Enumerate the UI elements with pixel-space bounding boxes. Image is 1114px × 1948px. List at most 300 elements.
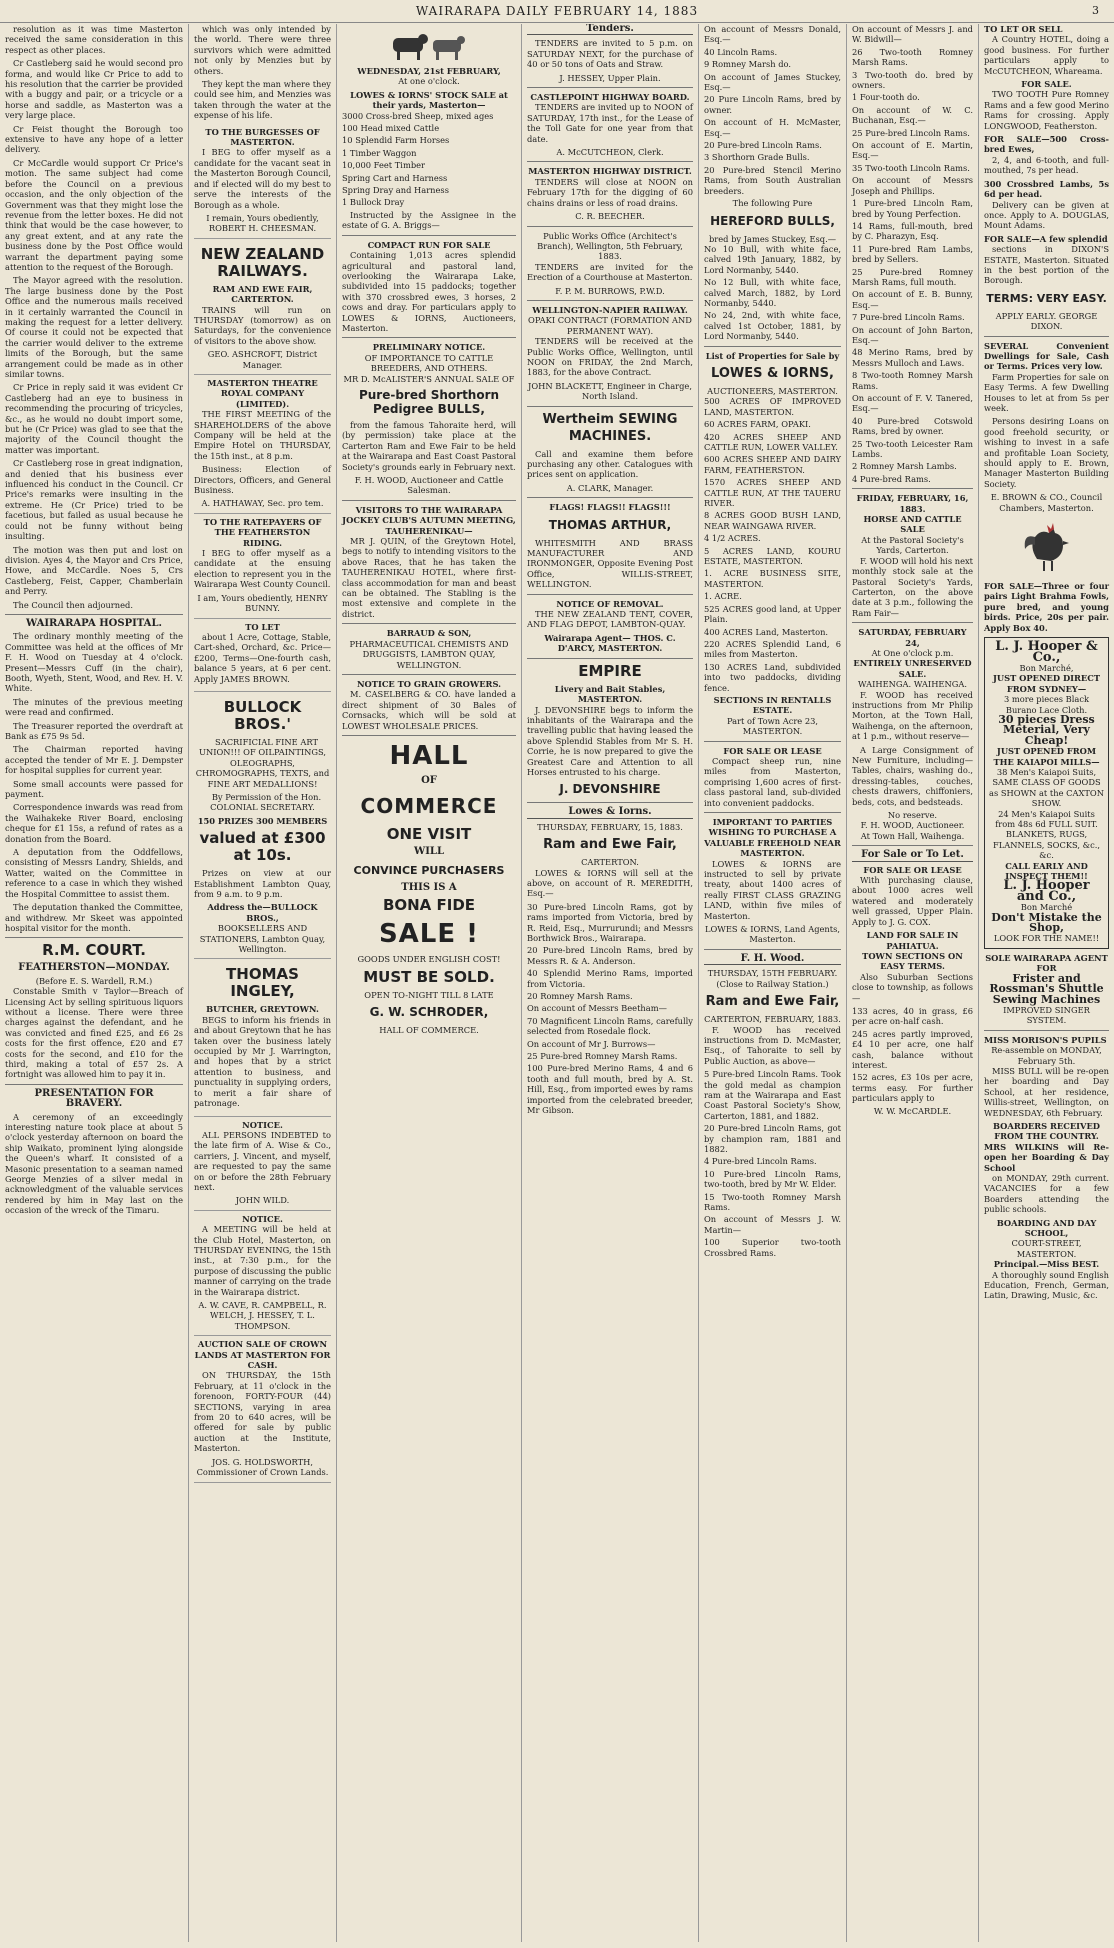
ad-text: TRAINS will run on THURSDAY (tomorrow) as on Saturdays, for the convenience of visitors to the above show. <box>194 304 331 346</box>
property-item: 420 ACRES SHEEP AND CATTLE RUN, LOWER VALLEY. <box>704 431 841 452</box>
ad-title: List of Properties for Sale by <box>705 350 840 361</box>
property-item: 130 ACRES Land, subdivided into two paddocks, dividing fence. <box>704 661 841 693</box>
ad-title: LAND FOR SALE IN PAHIATUA. <box>866 930 959 951</box>
ad-subtitle: Livery and Bait Stables, MASTERTON. <box>554 683 666 705</box>
paragraph: The motion was then put and lost on division. Ayes 4, the Mayor and Crs Price, Howe, and McCardle. Noes 5, Crs Castleberg, Feist, Capper, Chamberlain and Perry. <box>5 544 183 597</box>
lot-item: No 10 Bull, with white face, calved 19th January, 1882, by Lord Normanby, 5440. <box>704 243 841 275</box>
divider <box>704 949 841 950</box>
ad-title: IMPORTANT TO PARTIES WISHING TO PURCHASE A VALUABLE FREEHOLD NEAR MASTERTON. <box>704 817 841 859</box>
divider <box>704 346 841 347</box>
ad-signature: LOWES & IORNS, Land Agents, Masterton. <box>704 924 841 945</box>
ad-title: NOTICE. <box>242 1119 283 1130</box>
column-header: Tenders. <box>527 24 693 35</box>
ad-title: L. J. Hooper and Co., <box>1003 878 1090 904</box>
ad-title: NOTICE OF REMOVAL. <box>556 598 664 609</box>
ad-signature: JOS. G. HOLDSWORTH, Commissioner of Crown Lands. <box>196 1456 329 1478</box>
ad-block <box>194 375 331 514</box>
lot-item: 1 Bullock Dray <box>342 197 405 208</box>
ad-subtitle: WAIHENGA. WAIHENGA. <box>857 679 968 690</box>
ad-text: With purchasing clause, about 1000 acres well watered and moderately well grassed, Upper Plain. Apply to J. G. COX. <box>852 875 973 927</box>
ad-title: FOR SALE OR LEASE <box>863 864 962 875</box>
ad-title: NEW ZEALAND RAILWAYS. <box>200 244 325 280</box>
rooster-icon <box>1019 519 1075 575</box>
paragraph: which was only intended by the world. There were three survivors which were admitted not only by Menzies but by others. <box>194 24 331 76</box>
bona-fide: BONA FIDE <box>382 896 476 915</box>
divider <box>527 300 693 301</box>
prize-count: 150 PRIZES 300 MEMBERS <box>197 815 328 826</box>
lot-item: 25 Two-tooth Leicester Ram Lambs. <box>852 438 973 460</box>
ad-text: 24 Men's Kaiapoi Suits from 48s 6d FULL SUIT. <box>995 808 1098 829</box>
lot-item: 10,000 Feet Timber <box>342 160 426 171</box>
livestock-icon <box>389 28 469 62</box>
lot-item: 15 Two-tooth Romney Marsh Rams. <box>704 1191 841 1212</box>
paragraph: The Chairman reported having accepted the tender of Mr E. J. Dempster for hospital supplies for current year. <box>5 744 183 776</box>
ad-text: BOARDERS RECEIVED FROM THE COUNTRY. <box>992 1120 1100 1142</box>
lot-item: 3000 Cross-bred Sheep, mixed ages <box>342 110 494 121</box>
ad-text: Delivery can be given at once. Apply to A. DOUGLAS, Mount Adams. <box>984 199 1109 231</box>
column-2 <box>188 24 336 1942</box>
lot-item: On account of E. Martin, Esq.— <box>852 140 973 161</box>
ad-signature: JOHN WILD. <box>235 1195 290 1206</box>
ad-title: FRIDAY, FEBRUARY, 16, 1883. <box>856 493 969 514</box>
divider <box>5 937 183 938</box>
hooper-ad <box>984 637 1109 949</box>
ad-text: TENDERS will close at NOON on February 17th for the digging of 60 chains drains or less of road drains. <box>527 176 693 208</box>
lot-item: On account of Messrs Joseph and Phillips. <box>852 175 973 196</box>
lot-item: On account of Messrs J. W. Martin— <box>704 1214 841 1235</box>
divider <box>342 500 516 501</box>
divider <box>342 235 516 236</box>
ad-title: TO LET <box>245 621 280 632</box>
ad-title: HEREFORD BULLS, <box>710 213 835 228</box>
ad-text: TWO TOOTH Pure Romney Rams and a few good Merino Rams for crossing. Apply LONGWOOD, Featherston. <box>984 89 1109 131</box>
property-item: 1. ACRE. <box>704 591 742 602</box>
lot-item: On account of E. B. Bunny, Esq.— <box>852 289 973 310</box>
column-7 <box>978 24 1114 1942</box>
lot-item: 20 Pure-bred Stencil Merino Rams, from South Australian breeders. <box>704 164 841 196</box>
section-subheading: FEATHERSTON—MONDAY. <box>18 962 170 974</box>
ad-text: SACRIFICIAL FINE ART UNION!!! OF OILPAINTINGS, OLEOGRAPHS, CHROMOGRAPHS, TEXTS, and FINE ART MEDALLIONS! <box>195 736 330 789</box>
ad-subtitle: BUTCHER, GREYTOWN. <box>206 1004 319 1015</box>
ad-text: LOWES & IORNS will sell at the above, on account of R. MEREDITH, Esq.— <box>527 867 693 899</box>
ad-text: 38 Men's Kaiapoi Suits, SAME CLASS OF GOODS as SHOWN at the CAXTON SHOW. <box>989 766 1104 809</box>
divider <box>342 623 516 624</box>
ad-text: OPEN TO-NIGHT TILL 8 LATE <box>364 989 494 1000</box>
ad-subtitle: OF IMPORTANCE TO CATTLE BREEDERS, AND OTHERS. <box>364 352 494 374</box>
ad-block <box>194 619 331 692</box>
ad-title: FOR SALE—A few splendid <box>984 233 1108 244</box>
lot-item: Spring Cart and Harness <box>342 172 448 183</box>
lot-item: 9 Romney Marsh do. <box>704 59 792 70</box>
lot-item: 20 Romney Marsh Rams. <box>527 991 633 1002</box>
column-4 <box>521 24 698 1942</box>
ad-text: 3 more pieces Black Burano Lace Cloth. <box>1004 694 1089 715</box>
ad-subtitle: Bon Marché, <box>1019 662 1074 673</box>
ad-text: CALL EARLY AND INSPECT THEM!! <box>1005 860 1088 882</box>
paragraph: The Treasurer reported the overdraft at Bank as £75 9s 5d. <box>5 720 183 741</box>
ad-signature: APPLY EARLY. GEORGE DIXON. <box>995 310 1098 332</box>
commerce-heading: COMMERCE <box>360 794 498 819</box>
divider <box>342 735 516 736</box>
page-number: 3 <box>1092 4 1100 17</box>
section-heading: WAIRARAPA HOSPITAL. <box>26 617 162 629</box>
hall-of: OF <box>421 774 437 786</box>
ad-subtitle: AUCTIONEERS, MASTERTON. <box>707 385 838 396</box>
column-3 <box>336 24 521 1942</box>
ad-subtitle: OPAKI CONTRACT (FORMATION AND PERMANENT WAY). <box>528 315 692 336</box>
lot-item: 35 Two-tooth Lincoln Rams. <box>852 162 970 173</box>
paragraph: They kept the man where they could see him, and Menzies was taken through the water at the expense of his life. <box>194 79 331 121</box>
ad-text: on MONDAY, 29th current. VACANCIES for a few Boarders attending the public schools. <box>984 1173 1109 1215</box>
lot-item: On account of Messrs Donald, Esq.— <box>704 24 841 45</box>
ad-text: Prizes on view at our Establishment Lambton Quay, from 9 a.m. to 9 p.m. <box>194 868 331 899</box>
ad-subtitle: CARTERTON. <box>581 857 639 868</box>
lot-item: 8 Two-tooth Romney Marsh Rams. <box>852 370 973 391</box>
ad-title: Ram and Ewe Fair, <box>705 994 840 1010</box>
ad-text: Part of Town Acre 23, MASTERTON. <box>726 715 819 737</box>
divider <box>852 622 973 623</box>
ad-text: about 1 Acre, Cottage, Stable, Cart-shed, Orchard, &c. Price—£200, Terms—One-fourth cash, balance 5 years, at 6 per cent. Apply JAMES BROWN. <box>194 631 331 684</box>
lot-item: 245 acres partly improved, £4 10 per acre, one half cash, balance without interest. <box>852 1028 973 1070</box>
ad-subtitle: CARTERTON, FEBRUARY, 1883. <box>704 1014 841 1025</box>
ad-title: THOMAS INGLEY, <box>226 965 299 1001</box>
paragraph: The ordinary monthly meeting of the Committee was held at the offices of Mr F. H. Wood on Tuesday at 4 o'clock. Present—Messrs Cuff (in the chair), Booth, Wyeth, Stent, Wood, and Rev. H. V. White. <box>5 631 183 694</box>
property-item: 8 ACRES GOOD BUSH LAND, NEAR WAINGAWA RIVER. <box>704 510 841 531</box>
property-item: 1. ACRE BUSINESS SITE, MASTERTON. <box>704 568 841 589</box>
ad-block <box>194 692 331 960</box>
one-visit: ONE VISIT <box>386 825 472 844</box>
lot-item: 25 Pure-bred Romney Marsh Rams, full mouth. <box>852 266 973 287</box>
lot-item: 5 Pure-bred Lincoln Rams. Took the gold medal as champion ram at the Wairarapa and East Coast Pastoral Society's Show, Carterton, 1881, and 1882. <box>704 1069 841 1121</box>
ad-text: Re-assemble on MONDAY, February 5th. <box>991 1045 1102 1066</box>
property-item: 5 ACRES LAND, KOURU ESTATE, MASTERTON. <box>704 545 841 567</box>
divider <box>984 336 1109 337</box>
property-item: 600 ACRES SHEEP AND DAIRY FARM, FEATHERSTON. <box>704 454 841 475</box>
paragraph: The minutes of the previous meeting were read and confirmed. <box>5 696 183 718</box>
ad-text: IMPROVED SINGER SYSTEM. <box>1003 1004 1090 1026</box>
ad-subtitle: The following Pure <box>732 198 813 209</box>
divider <box>5 1084 183 1085</box>
ad-text: ON THURSDAY, the 15th February, at 11 o'clock in the forenoon, FORTY-FOUR (44) SECTIONS, varying in area from 20 to 640 acres, will be offered for sale by public auction at the Institute, Masterton. <box>194 1370 331 1454</box>
divider <box>527 594 693 595</box>
ad-title: Public Works Office (Architect's Branch), Wellington, 5th February, 1883. <box>537 230 683 262</box>
lot-item: On account of John Barton, Esq.— <box>852 324 973 345</box>
masthead-title: WAIRARAPA DAILY FEBRUARY 14, 1883 <box>415 4 699 18</box>
ad-subtitle: At one o'clock. <box>398 76 460 87</box>
divider <box>704 812 841 813</box>
ad-title: MASTERTON HIGHWAY DISTRICT. <box>528 166 692 177</box>
ad-text: TENDERS will be received at the Public Works Office, Wellington, until NOON on FRIDAY, the 2nd March, 1883, for the above Contract. <box>527 336 693 378</box>
column-header: F. H. Wood. <box>704 954 841 965</box>
convince: CONVINCE PURCHASERS <box>353 863 505 877</box>
lot-item: 20 Pure-bred Lincoln Rams, got by champion ram, 1881 and 1882. <box>704 1123 841 1154</box>
lot-item: 100 Superior two-tooth Crossbred Rams. <box>704 1237 841 1258</box>
prize-value: valued at £300 at 10s. <box>199 829 326 865</box>
paragraph: Constable Smith v Taylor—Breach of Licensing Act by selling spirituous liquors without a license. There were three charges against the defendant, and he was convicted and fined £25, and £6 2s costs for the first offence, £20 and £7 costs for the second, and £10 for the third, making a total of £57 2s. A fortnight was allowed him to pay it in. <box>5 986 183 1080</box>
sale-heading: SALE ! <box>378 919 480 950</box>
lot-item: On account of Messrs J. and W. Bidwill— <box>852 24 973 45</box>
lot-item: Spring Dray and Harness <box>342 185 449 196</box>
ad-title: FOR SALE OR LEASE <box>723 745 822 756</box>
ad-text: BOOKSELLERS AND STATIONERS, Lambton Quay, Wellington. <box>199 923 326 955</box>
lot-item: 133 acres, 40 in grass, £6 per acre on-half cash. <box>852 1005 973 1027</box>
ad-signature: A. CLARK, Manager. <box>566 482 654 493</box>
ad-text: J. DEVONSHIRE begs to inform the inhabitants of the Wairarapa and the travelling public that having leased the above Splendid Stables from Mr S. H. Corrie, he is now prepared to give the Greatest Care and Attention to all Horses entrusted to his charge. <box>527 704 693 777</box>
ad-title: SATURDAY, FEBRUARY 24, <box>858 627 967 648</box>
lot-item: On account of James Stuckey, Esq.— <box>704 71 841 93</box>
ad-subtitle: (Close to Railway Station.) <box>716 978 829 989</box>
ad-text: WHITESMITH AND BRASS MANUFACTURER AND IRONMONGER, Opposite Evening Post Office, WILLIS-STREET, WELLINGTON. <box>527 537 693 590</box>
ad-text: sections in DIXON'S ESTATE, Masterton. Situated in the best portion of the Borough. <box>984 244 1109 286</box>
lot-item: 40 Splendid Merino Rams, imported from Victoria. <box>527 968 693 989</box>
ad-text: Also Suburban Sections close to township, as follows— <box>852 971 973 1003</box>
ad-text: 30 pieces Dress Meterial, Very Cheap! <box>998 712 1095 747</box>
ad-block <box>194 1211 331 1336</box>
ad-text: At Town Hall, Waihenga. <box>860 830 965 841</box>
ad-title: BOARDING AND DAY SCHOOL, <box>996 1217 1097 1239</box>
divider <box>852 845 973 846</box>
paragraph: A deputation from the Oddfellows, consisting of Messrs Landry, Shields, and Watter, waited on the Committee in reference to a case in which they wished the Hospital Committee to assist them. <box>5 847 183 899</box>
column-1 <box>0 24 188 1942</box>
ad-signature: I am, Yours obediently, HENRY BUNNY. <box>197 592 328 614</box>
paragraph: resolution as it was time Masterton received the same consideration in this respect as other places. <box>5 24 183 55</box>
ad-text: A Country HOTEL, doing a good business. For further particulars apply to McCUTCHEON, Whareama. <box>984 34 1109 76</box>
ad-title: HORSE AND CATTLE SALE <box>863 514 962 535</box>
lot-item: 10 Pure-bred Lincoln Rams, two-tooth, bred by Mr W. Elder. <box>704 1168 841 1190</box>
ad-text: By Permission of the Hon. COLONIAL SECRETARY. <box>210 791 322 813</box>
ad-text: from the famous Tahoraite herd, will (by permission) take place at the Carterton Ram and Ewe Fair to be held at the Wairarapa and East Coast Pastoral Society's grounds early in February next. <box>342 419 516 472</box>
ad-text: JUST OPENED DIRECT FROM SYDNEY— <box>992 673 1101 694</box>
divider <box>527 226 693 227</box>
ad-subtitle: THURSDAY, FEBRUARY, 15, 1883. <box>537 821 683 832</box>
ad-block <box>194 514 331 619</box>
ad-subtitle: COURT-STREET, MASTERTON. <box>1011 1238 1082 1259</box>
divider <box>342 337 516 338</box>
ad-signature: E. BROWN & CO., Council Chambers, Masterton. <box>990 492 1103 513</box>
ad-text: 2, 4, and 6-tooth, and full-mouthed, 7s per head. <box>984 154 1109 176</box>
ad-title: LOWES & IORNS' STOCK SALE at their yards, Masterton— <box>350 89 508 111</box>
lot-item: No 12 Bull, with white face, calved March, 1882, by Lord Normanby, 5440. <box>704 277 841 308</box>
lot-item: 152 acres, £3 10s per acre, terms easy. For further particulars apply to <box>852 1072 973 1104</box>
lot-item: 11 Pure-bred Ram Lambs, bred by Sellers. <box>852 243 973 265</box>
column-6 <box>846 24 978 1942</box>
section-heading: R.M. COURT. <box>42 941 146 960</box>
divider <box>527 406 693 407</box>
court-note: (Before E. S. Wardell, R.M.) <box>35 975 153 986</box>
lot-item: 4 Pure-bred Lincoln Rams. <box>704 1156 817 1167</box>
property-item: 1570 ACRES SHEEP AND CATTLE RUN, AT THE TAUERU RIVER. <box>704 477 841 509</box>
divider <box>527 658 693 659</box>
lot-item: 100 Pure-bred Merino Rams, 4 and 6 tooth and full mouth, bred by A. St. Hill, Esq., from imported ewes by rams imported from the celebrated breeder, Mr Gibson. <box>527 1063 693 1116</box>
lot-item: On account of Messrs Beetham— <box>527 1003 667 1014</box>
ad-block <box>194 1117 331 1211</box>
ad-text: Business: Election of Directors, Officers, and General Business. <box>194 464 331 496</box>
lot-item: 48 Merino Rams, bred by Messrs Mulloch and Laws. <box>852 347 973 368</box>
ad-title: BULLOCK BROS.' <box>223 697 302 733</box>
divider <box>527 497 693 498</box>
ad-text: Don't Mistake the Shop, <box>991 910 1102 935</box>
ad-text: F. WOOD has received instructions from Mr Philip Morton, at the Town Hall, Waihenga, on the afternoon, at 1 p.m., without reserve— <box>852 689 973 742</box>
paragraph: Cr Feist thought the Borough too extensive to have any hope of a letter delivery. <box>5 123 183 155</box>
ad-signature: G. W. SCHRODER, <box>369 1004 489 1019</box>
ad-text: BEGS to inform his friends in and about Greytown that he has taken over the business lately occupied by Mr J. Warrington, and hopes that by a strict attention to business, and punctuality in supplying orders, to merit a fair share of patronage. <box>194 1014 331 1109</box>
lot-item: 20 Pure-bred Lincoln Rams, bred by Messrs R. & A. Anderson. <box>527 945 693 966</box>
ad-text: LOWES & IORNS are instructed to sell by private treaty, about 1400 acres of really FIRST CLASS GRAZING LAND, within five miles of Masterton. <box>704 858 841 921</box>
divider <box>527 161 693 162</box>
ad-text: A MEETING will be held at the Club Hotel, Masterton, on THURSDAY EVENING, the 15th inst., at 7:30 p.m., for the purpose of discussing the public manner of carrying on the trade in the Wairarapa district. <box>194 1224 331 1297</box>
paragraph: Cr Price in reply said it was evident Cr Castleberg had an eye to business in recommending the procuring of tricycles, &c., as he would no doubt import some, but he (Cr Price) was glad to see that the majority of the Council thought the matter was important. <box>5 382 183 455</box>
ad-text: PHARMACEUTICAL CHEMISTS AND DRUGGISTS, LAMBTON QUAY, WELLINGTON. <box>349 638 509 670</box>
ad-text: THE FIRST MEETING of the SHAREHOLDERS of the above Company will be held at the Empire Hotel on THURSDAY, the 15th inst., at 8 p.m. <box>194 409 331 461</box>
ad-signature: A. W. CAVE, R. CAMPBELL, R. WELCH, J. HESSEY, T. L. THOMPSON. <box>198 1300 327 1331</box>
ad-text: TENDERS are invited for the Erection of a Courthouse at Masterton. <box>527 261 693 283</box>
ad-title: SECTIONS IN RENTALLS ESTATE. <box>713 694 832 716</box>
ad-text: M. CASELBERG & CO. have landed a direct shipment of 30 Bales of Cornsacks, which will be sold at LOWEST WHOLESALE PRICES. <box>342 689 516 731</box>
ad-text: MISS BULL will be re-open her boarding and Day School, at her residence, Willis-street, Wellington, on WEDNESDAY, 6th February. <box>984 1065 1109 1118</box>
ad-signature: J. DEVONSHIRE <box>559 782 661 797</box>
property-item: 500 ACRES OF IMPROVED LAND, MASTERTON. <box>704 396 841 417</box>
property-item: 60 ACRES FARM, OPAKI. <box>704 419 811 430</box>
ad-text: No reserve. <box>887 810 938 821</box>
lot-item: 7 Pure-bred Lincoln Rams. <box>852 312 965 323</box>
ad-subtitle: RAM AND EWE FAIR, CARTERTON. <box>212 283 313 305</box>
ad-text: A Large Consignment of New Furniture, including—Tables, chairs, washing do., dressing-tables, couches, chests drawers, chiffoniers, beds, cots, and bedsteads. <box>852 744 973 807</box>
column-header: For Sale or To Let. <box>852 850 973 861</box>
ad-signature: J. HESSEY, Upper Plain. <box>559 72 661 83</box>
ad-title: Principal.—Miss BEST. <box>993 1259 1100 1270</box>
lot-item: 30 Pure-bred Lincoln Rams, got by rams imported from Victoria, bred by R. Reid, Esq., Murrurundi; and Messrs Borthwick Bros., Wairarapa. <box>527 901 693 943</box>
lot-item: 1 Pure-bred Lincoln Ram, bred by Young Perfection. <box>852 198 973 219</box>
ad-title: COMPACT RUN FOR SALE <box>367 239 491 250</box>
ad-signature: F. H. WOOD, Auctioneer and Cattle Salesman. <box>354 475 504 496</box>
lot-item: 40 Pure-bred Cotswold Rams, bred by owner. <box>852 415 973 437</box>
ad-title: MRS WILKINS will Re-open her Boarding & Day School <box>984 1141 1109 1173</box>
ad-title: SEVERAL Convenient Dwellings for Sale, Cash or Terms. Prices very low. <box>984 340 1109 372</box>
divider <box>852 488 973 489</box>
paragraph: Some small accounts were passed for payment. <box>5 778 183 800</box>
ad-title: NOTICE. <box>242 1213 283 1224</box>
ad-title: CASTLEPOINT HIGHWAY BOARD. <box>530 92 690 103</box>
ad-subtitle: THURSDAY, 15TH FEBRUARY. <box>707 968 838 979</box>
ad-title: FOR SALE. <box>1021 79 1072 90</box>
lot-item: 100 Head mixed Cattle <box>342 123 440 134</box>
paragraph: The Mayor agreed with the resolution. The large business done by the Post Office and the numerous mails received in it certainly warranted the Council in making the request for a letter delivery. Of course it could not be expected that the carrier would deliver to the extreme limits of the Borough, but the same arrangement could be made as in other similar towns. <box>5 275 183 379</box>
ad-text: Persons desiring Loans on good freehold security, or wishing to invest in a safe and profitable Loan Society, should apply to E. Brown, Manager Masterton Building Society. <box>984 416 1109 489</box>
ad-title: Pure-bred Shorthorn Pedigree BULLS, <box>358 387 500 416</box>
divider <box>704 741 841 742</box>
ad-subtitle: At the Pastoral Society's Yards, Carterton. <box>861 534 964 556</box>
paragraph: Cr McCardle would support Cr Price's motion. The same subject had come before the Council on a previous occasion, and the only objection of the Government was that they might lose the revenue from the letter boxes. He did not think that would be the case however, to any great extent, and at any rate the business done by the Post Office would warrant the department paying some attention to the request of the Borough. <box>5 157 183 272</box>
ad-text: F. WOOD will hold his next monthly stock sale at the Pastoral Society's Yards, Carterton, on the above date at 3 p.m., following the Ram Fair— <box>852 555 973 618</box>
ad-subtitle: Bon Marché <box>1020 902 1073 913</box>
ad-text: HALL OF COMMERCE. <box>379 1024 479 1035</box>
divider <box>5 614 183 615</box>
ad-text: TENDERS are invited up to NOON of SATURDAY, 17th inst., for the Lease of the Toll Gate for one year from that date. <box>527 102 693 144</box>
masthead <box>0 0 1114 23</box>
paragraph: A ceremony of an exceedingly interesting nature took place at about 5 o'clock yesterday afternoon on board the ship Waikato, prominent lying alongside the Queen's wharf. It consisted of a Masonic presentation to a seaman named George Menzies of a silver medal in acknowledgment of the valuable services rendered by him in May last on the occasion of the wreck of the Timaru. <box>5 1111 183 1216</box>
ad-title: TO THE BURGESSES OF MASTERTON. <box>205 126 320 148</box>
ad-block <box>194 124 331 239</box>
divider <box>984 1030 1109 1031</box>
ad-signature: GEO. ASHCROFT, District Manager. <box>207 349 318 370</box>
ad-signature: W. W. McCARDLE. <box>873 1105 952 1116</box>
lot-item: 25 Pure-bred Romney Marsh Rams. <box>527 1051 678 1062</box>
ad-block <box>194 239 331 375</box>
ad-text: MR J. QUIN, of the Greytown Hotel, begs to notify to intending visitors to the above Races, that he has taken the TAUHERENIKAU HOTEL, where first-class accommodation for man and beast can be obtained. The Stabling is the most extensive and complete in the district. <box>342 536 516 619</box>
ad-title: LOWES & IORNS, <box>711 365 834 381</box>
ad-signature: A. HATHAWAY, Sec. pro tem. <box>201 498 324 509</box>
ad-subtitle: At One o'clock p.m. <box>871 647 954 658</box>
ad-title: EMPIRE <box>578 661 642 680</box>
ad-text: TENDERS are invited to 5 p.m. on SATURDAY NEXT, for the purchase of 40 or 50 tons of Oats and Straw. <box>527 38 693 70</box>
ad-signature: A. McCUTCHEON, Clerk. <box>556 147 664 158</box>
will: WILL <box>414 846 444 858</box>
column-5 <box>698 24 846 1942</box>
ad-signature: F. H. WOOD, Auctioneer. <box>860 820 965 831</box>
paragraph: Cr Castleberg rose in great indignation, and denied that his business ever influenced his conduct in the Council. Cr Price's remarks were insulting in the extreme. He (Cr Price) tried to be facetious, but failed as usual because he could not be funny without being insulting. <box>5 458 183 542</box>
lot-item: 20 Pure-bred Lincoln Rams. <box>704 140 822 151</box>
lot-item: 25 Pure-bred Lincoln Rams. <box>852 127 970 138</box>
section-heading: PRESENTATION FOR BRAVERY. <box>34 1087 154 1110</box>
ad-title: VISITORS TO THE WAIRARAPA JOCKEY CLUB'S AUTUMN MEETING, TAUHERENIKAU— <box>342 504 516 536</box>
ad-text: Containing 1,013 acres splendid agricultural and pastoral land, overlooking the Wairarapa Lake, subdivided into 15 paddocks; together with 370 crossbred ewes, 3 horses, 2 cows and dray. For particulars apply to LOWES & IORNS, Auctioneers, Masterton. <box>342 250 516 333</box>
ad-text: Farm Properties for sale on Easy Terms. A few Dwelling Houses to let at from 5s per week. <box>984 371 1109 413</box>
ad-title: ENTIRELY UNRESERVED SALE. <box>853 658 972 679</box>
ad-title: NOTICE TO GRAIN GROWERS. <box>356 678 502 689</box>
ad-signature: F. P. M. BURROWS, P.W.D. <box>555 285 665 296</box>
ad-text: MR D. McALISTER'S ANNUAL SALE OF <box>343 373 515 384</box>
ad-title: MASTERTON THEATRE ROYAL COMPANY (LIMITED). <box>207 377 318 409</box>
paragraph: Cr Castleberg said he would second pro forma, and would like Cr Price to add to his resolution that the carrier be provided with a buggy and pair, or a tricycle or a horse and saddle, as Masterton was a very large place. <box>5 58 183 121</box>
ad-text: LOOK FOR THE NAME!! <box>993 933 1100 944</box>
lot-item: 10 Splendid Farm Horses <box>342 135 450 146</box>
hall-heading: HALL <box>389 740 469 771</box>
divider <box>527 87 693 88</box>
ad-title: Frister and Rossman's Shuttle Sewing Machines <box>989 971 1104 1006</box>
ad-signature: I remain, Yours obediently, ROBERT H. CHEESMAN. <box>206 212 319 234</box>
lot-item: On account of H. McMaster, Esq.— <box>704 117 841 138</box>
ad-title: THOMAS ARTHUR, <box>548 517 672 532</box>
property-item: 400 ACRES Land, Masterton. <box>704 626 829 637</box>
ad-title: PRELIMINARY NOTICE. <box>372 342 486 353</box>
paragraph: Correspondence inwards was read from the Waihakeke River Board, enclosing cheque for £1 15s, a refund of rates as a donation from the Board. <box>5 802 183 844</box>
ad-text: BLANKETS, RUGS, FLANNELS, SOCKS, &c., &c. <box>992 829 1100 861</box>
lot-item: On account of Mr J. Burrows— <box>527 1038 656 1049</box>
ad-signature: C. R. BEECHER. <box>575 211 645 222</box>
ad-title: TO THE RATEPAYERS OF THE FEATHERSTON RIDING. <box>203 516 322 548</box>
ad-text: ALL PERSONS INDEBTED to the late firm of A. Wise & Co., carriers, J. Vincent, and myself, are requested to pay the same on or before the 28th February next. <box>194 1129 331 1192</box>
divider <box>342 674 516 675</box>
property-item: 220 ACRES Splendid Land, 6 miles from Masterton. <box>704 638 841 660</box>
property-item: 525 ACRES good land, at Upper Plain. <box>704 603 841 625</box>
ad-text: GOODS UNDER ENGLISH COST! <box>357 954 501 965</box>
paragraph: The deputation thanked the Committee, and withdrew. Mr Skeet was appointed hospital visitor for the month. <box>5 902 183 933</box>
this-is-a: THIS IS A <box>401 881 457 893</box>
ad-text: A thoroughly sound English Education, French, German, Latin, Drawing, Music, &c. <box>984 1269 1109 1301</box>
ad-title: TO LET OR SELL <box>984 24 1063 34</box>
ad-text: I BEG to offer myself as a candidate at the ensuing election to represent you in the Wairarapa West County Council. <box>194 548 331 590</box>
ad-title: Wertheim SEWING MACHINES. <box>542 411 678 444</box>
ad-title: MISS MORISON'S PUPILS <box>984 1034 1107 1045</box>
ad-title: Wairarapa Agent— THOS. C. D'ARCY, MASTERTON. <box>544 632 676 654</box>
lot-item: On account of W. C. Buchanan, Esq.— <box>852 104 973 126</box>
ad-text: Compact sheep run, nine miles from Masterton, comprising 1,600 acres of first-class pastoral land, sub-divided into convenient paddocks. <box>704 755 841 808</box>
ad-title: BARRAUD & SON, <box>386 628 472 639</box>
ad-title: WELLINGTON-NAPIER RAILWAY. <box>532 304 688 315</box>
ad-text: Instructed by the Assignee in the estate of G. A. Briggs— <box>342 209 516 231</box>
ad-title: TERMS: VERY EASY. <box>986 291 1107 305</box>
ad-address: Address the—BULLOCK BROS., <box>207 902 318 923</box>
